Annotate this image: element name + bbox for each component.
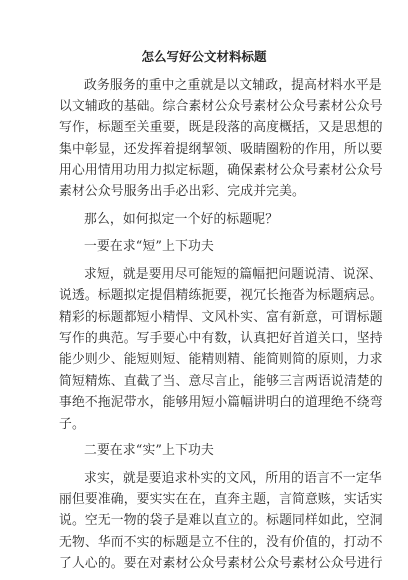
paragraph-line: 政务服务的重中之重就是以文辅政，提高材料水平是 (84, 78, 382, 93)
paragraph-line: 集中彰显，还发挥着提纲挈领、吸睛圈粉的作用，所以要 (59, 141, 383, 157)
paragraph-line: 那么，如何拟定一个好的标题呢？ (84, 211, 279, 227)
paragraph-line: 素材公众号服务出手必出彩、完成并完美。 (59, 184, 305, 200)
paragraph-line: 了人心的。要在对素材公众号素材公众号素材公众号进行 (59, 556, 383, 571)
paragraph-line: 求短，就是要用尽可能短的篇幅把问题说清、说深、 (84, 267, 382, 283)
paragraph-line: 写作，标题至关重要，既是段落的高度概括，又是思想的 (59, 119, 383, 135)
paragraph-line: 事绝不拖泥带水，能够用短小篇幅讲明白的道理绝不绕弯 (59, 395, 383, 411)
paragraph-line: 能少则少、能短则短、能精则精、能简则简的原则，力求 (59, 352, 383, 368)
paragraph-line: 无物、华而不实的标题是立不住的，没有价值的，打动不 (59, 535, 383, 551)
paragraph-line: 求实，就是要追求朴实的文风，所用的语言不一定华 (84, 470, 382, 486)
paragraph-line: 写作的典范。写手要心中有数，认真把好首道关口，坚持 (59, 330, 383, 346)
paragraph-line: 简短精炼、直截了当、意尽言止，能够三言两语说清楚的 (59, 374, 383, 390)
paragraph-line: 以文辅政的基础。综合素材公众号素材公众号素材公众号 (59, 98, 383, 114)
paragraph-line: 子。 (59, 416, 85, 432)
paragraph-line: 丽但要准确，要实实在在，直奔主题，言简意赅，实话实 (59, 492, 383, 508)
section-heading: 一要在求“短”上下功夫 (84, 238, 214, 254)
paragraph-line: 说。空无一物的袋子是难以直立的。标题同样如此，空洞 (59, 513, 383, 529)
paragraph-line: 说透。标题拟定提倡精练扼要，视冗长拖沓为标题病忌。 (59, 287, 383, 303)
paragraph-line: 用心用情用功用力拟定标题，确保素材公众号素材公众号 (59, 163, 383, 179)
document-title: 怎么写好公文材料标题 (141, 49, 267, 64)
paragraph-line: 精彩的标题都短小精悍、文风朴实、富有新意，可谓标题 (59, 309, 383, 325)
section-heading: 二要在求“实”上下功夫 (84, 443, 214, 459)
